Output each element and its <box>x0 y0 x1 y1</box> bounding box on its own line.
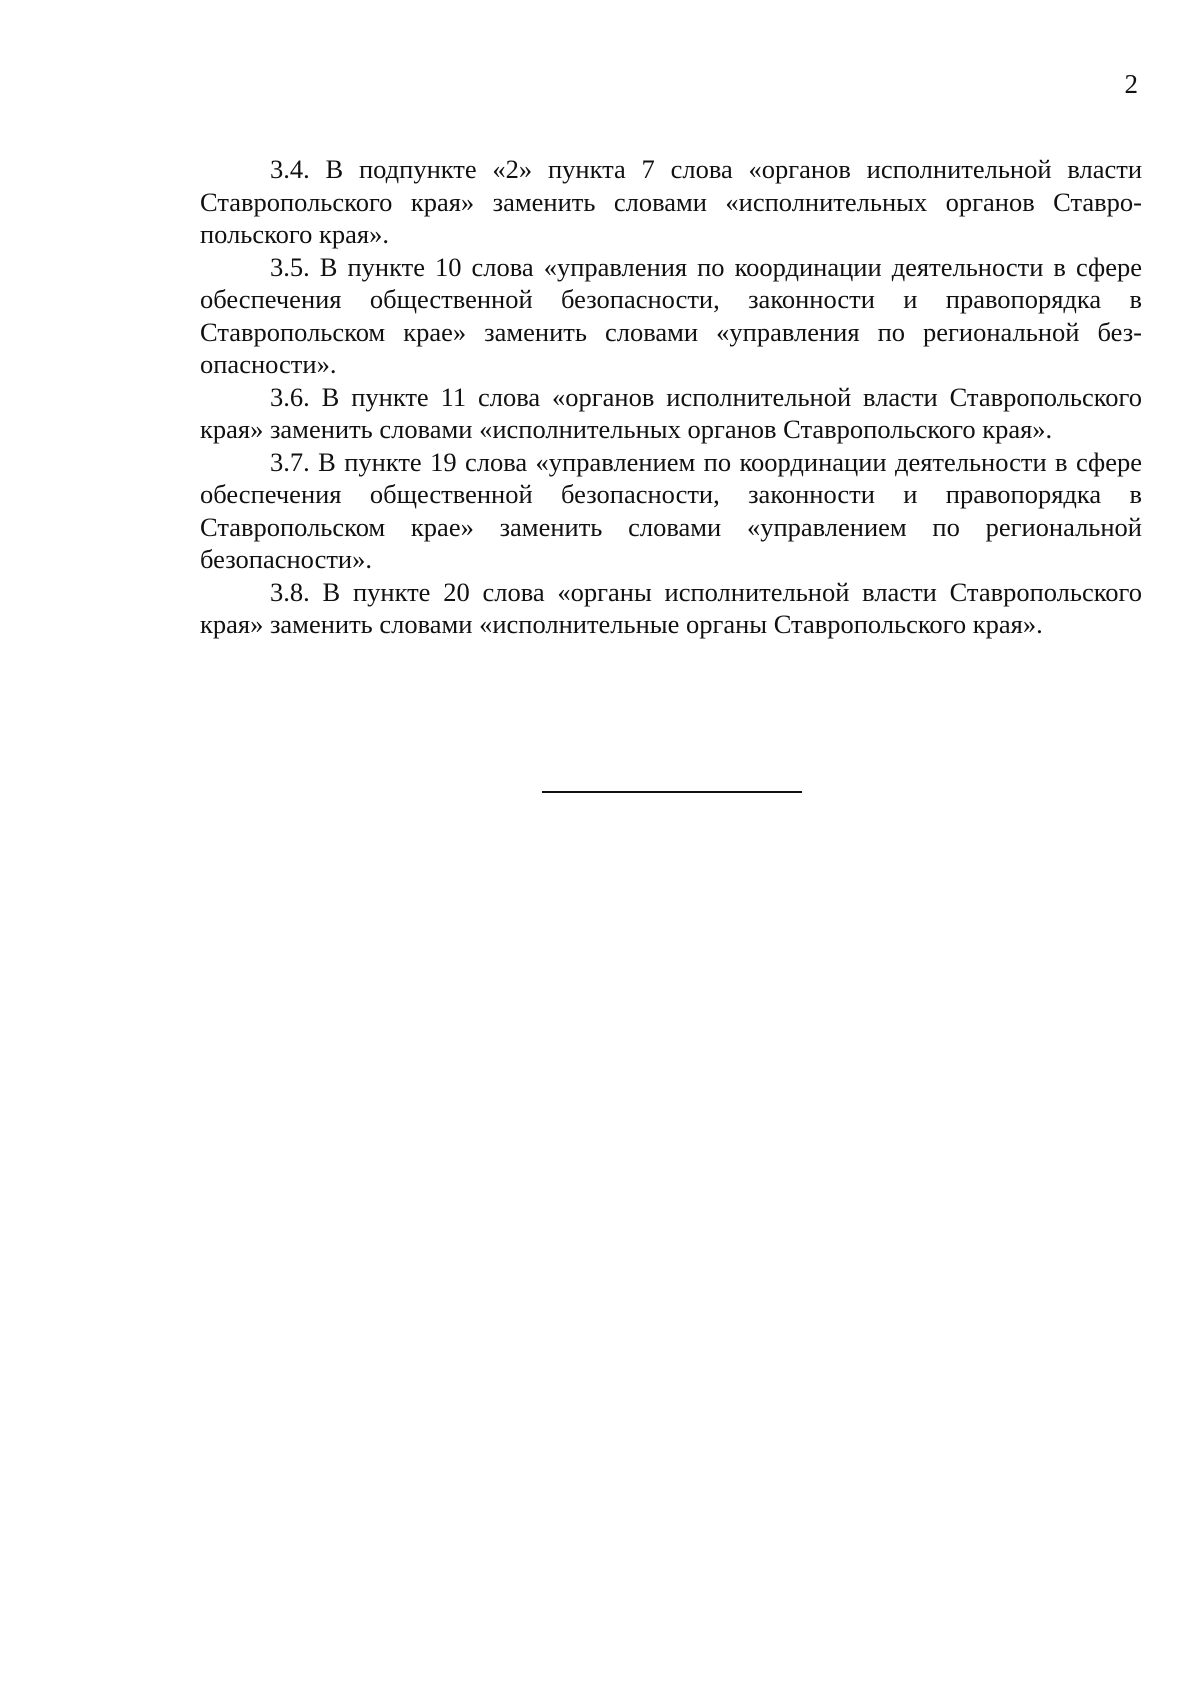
clause-3-6: 3.6. В пункте 11 слова «органов исполнительной власти Ставропольского края» заменить словами «исполнительных органов Ставропольского края». <box>200 381 1142 444</box>
page-number: 2 <box>1124 69 1138 99</box>
clause-3-4: 3.4. В подпункте «2» пункта 7 слова «органов исполнительной власти Ставропольского края» заменить словами «исполнительных органов Ставропольского края». <box>200 154 1142 249</box>
clause-3-7: 3.7. В пункте 19 слова «управлением по координации деятельности в сфере обеспечения общественной безопасности, законности и правопорядка в Ставропольском крае» заменить словами «управлением по региональной безопасности». <box>200 446 1142 574</box>
clause-3-5: 3.5. В пункте 10 слова «управления по координации деятельности в сфере обеспечения общественной безопасности, законности и правопорядка в Ставропольском крае» заменить словами «управления по региональной безопасности». <box>200 251 1142 379</box>
clause-3-8: 3.8. В пункте 20 слова «органы исполнительной власти Ставропольского края» заменить словами «исполнительные органы Ставропольского края». <box>200 576 1142 639</box>
end-of-document-rule <box>542 791 802 793</box>
document-body <box>200 153 1142 641</box>
